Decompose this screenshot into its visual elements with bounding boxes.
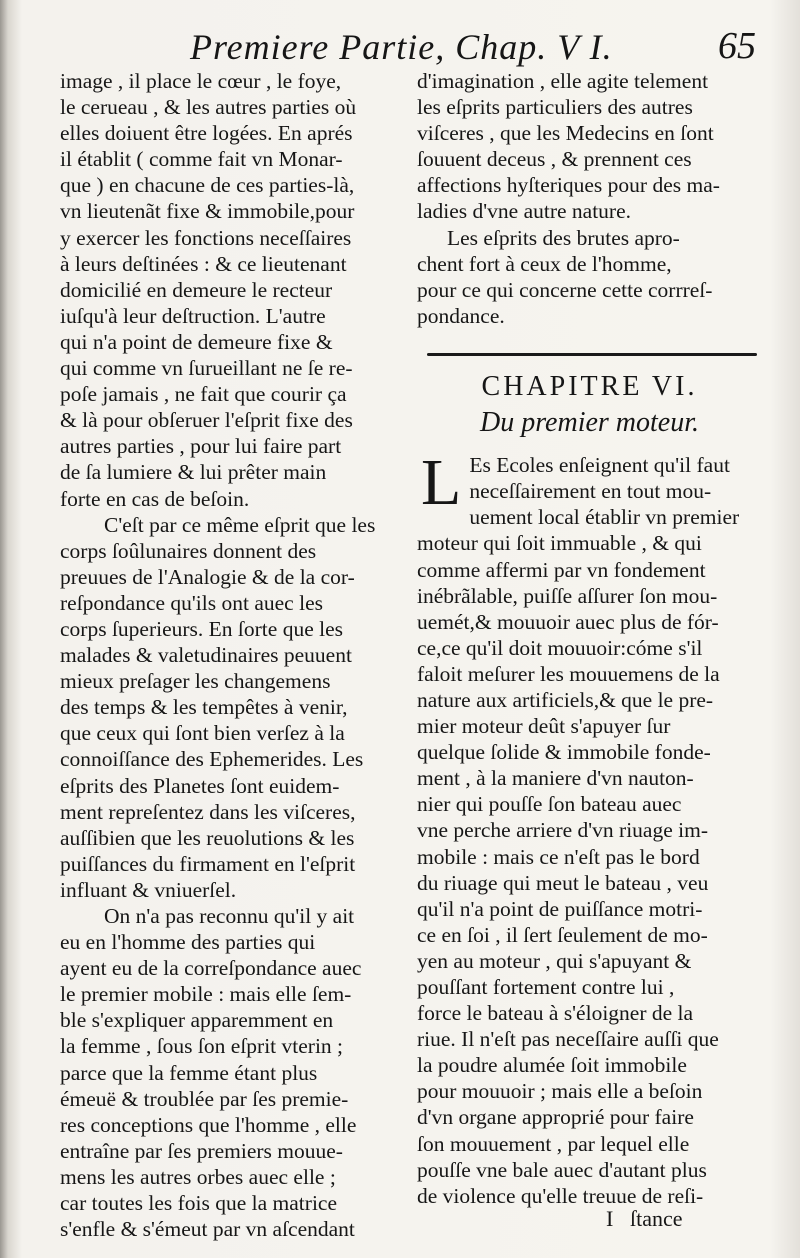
text-line: riue. Il n'eſt pas neceſſaire auſſi que <box>417 1027 719 1052</box>
text-line: preuues de l'Analogie & de la cor- <box>60 564 355 589</box>
text-line: nature aux artificiels,& que le pre- <box>417 687 714 712</box>
running-title: Premiere Partie, Chap. V I. <box>190 27 613 67</box>
text-line: la femme , ſous ſon eſprit vterin ; <box>60 1034 344 1059</box>
signature-mark: I <box>606 1206 614 1231</box>
text-line: s'enfle & s'émeut par vn aſcendant <box>60 1217 355 1242</box>
left-paragraph-1 <box>60 68 405 512</box>
chapter-divider-rule <box>427 353 757 356</box>
text-line: du riuage qui meut le bateau , veu <box>417 870 709 895</box>
text-line: moteur qui ſoit immuable , & qui <box>417 531 702 556</box>
text-line: pouſſe vne bale auec d'autant plus <box>417 1157 707 1182</box>
text-line: & là pour obſeruer l'eſprit fixe des <box>60 408 353 433</box>
text-line: connoiſſance des Ephemerides. Les <box>60 747 364 772</box>
text-line: res conceptions que l'homme , elle <box>60 1112 357 1137</box>
text-line: uemét,& mouuoir auec plus de fór- <box>417 609 719 634</box>
text-line: d'imagination , elle agite telement <box>417 69 709 93</box>
text-line: neceſſairement en tout mou- <box>469 479 712 504</box>
text-line: uement local établir vn premier <box>469 505 740 530</box>
text-line: y exercer les fonctions neceſſaires <box>60 225 352 250</box>
text-line: autres parties , pour lui faire part <box>60 434 342 459</box>
catchword: ſtance <box>630 1206 683 1231</box>
text-line: parce que la femme étant plus <box>60 1060 318 1085</box>
text-line: chent fort à ceux de l'homme, <box>417 251 672 276</box>
text-line: poſe jamais , ne fait que courir ça <box>60 382 347 407</box>
text-line: faloit meſurer les mouuemens de la <box>417 661 720 686</box>
text-line: vn lieutenãt fixe & immobile,pour <box>60 199 355 224</box>
text-line: des temps & les tempêtes à venir, <box>60 695 348 720</box>
text-line: yen au moteur , qui s'apuyant & <box>417 948 692 973</box>
text-line: domicilié en demeure le recteur <box>60 277 333 302</box>
text-line: mens les autres orbes auec elle ; <box>60 1164 336 1189</box>
text-line: auſſibien que les reuolutions & les <box>60 825 355 850</box>
text-line: mobile : mais ce n'eſt pas le bord <box>417 844 700 869</box>
text-line: image , il place le cœur , le foye, <box>60 69 342 93</box>
text-line: pour mouuoir ; mais elle a beſoin <box>417 1079 703 1104</box>
text-line: entraîne par ſes premiers mouue- <box>60 1138 343 1163</box>
text-line: affections hyſteriques pour des ma- <box>417 173 720 198</box>
left-column <box>60 68 405 1242</box>
text-line: forte en cas de beſoin. <box>60 486 250 511</box>
text-line: On n'a pas reconnu qu'il y ait <box>104 904 355 928</box>
text-line: mieux preſager les changemens <box>60 669 331 694</box>
text-line: il établit ( comme fait vn Monar- <box>60 147 343 172</box>
text-line: ladies d'vne autre nature. <box>417 199 632 224</box>
text-line: ce en ſoi , il ſert ſeulement de mo- <box>417 922 708 947</box>
right-paragraph-1 <box>417 68 762 225</box>
text-line: reſpondance qu'ils ont auec les <box>60 590 323 615</box>
text-line: émeuë & troublée par ſes premie- <box>60 1086 349 1111</box>
text-line: puiſſances du firmament en l'eſprit <box>60 851 356 876</box>
text-line: pour ce qui concerne cette corrreſ- <box>417 277 713 302</box>
left-paragraph-2 <box>60 512 405 903</box>
text-line: ment , à la maniere d'vn nauton- <box>417 766 694 791</box>
text-line: malades & valetudinaires peuuent <box>60 643 352 668</box>
drop-cap-letter: L <box>421 446 462 520</box>
text-line: influant & vniuerſel. <box>60 877 237 902</box>
text-line: corps ſoûlunaires donnent des <box>60 538 317 563</box>
text-line: car toutes les fois que la matrice <box>60 1191 338 1216</box>
text-line: C'eſt par ce même eſprit que les <box>104 512 376 537</box>
text-line: qui n'a point de demeure fixe & <box>60 329 333 354</box>
text-line: ment repreſentez dans les viſceres, <box>60 799 356 824</box>
text-line: Es Ecoles enſeignent qu'il faut <box>469 453 730 478</box>
text-line: pondance. <box>417 303 505 328</box>
text-line: quelque ſolide & immobile fonde- <box>417 740 711 765</box>
text-line: le premier mobile : mais elle ſem- <box>60 982 352 1007</box>
text-line: eſprits des Planetes ſont euidem- <box>60 773 340 798</box>
text-line: de violence qu'elle treuue de reſi- <box>417 1183 704 1208</box>
text-line: inébrãlable, puiſſe aſſurer ſon mou- <box>417 583 718 608</box>
text-line: ce,ce qu'il doit mouuoir:cóme s'il <box>417 635 703 660</box>
text-line: que ceux qui ſont bien verſez à la <box>60 721 345 746</box>
text-line: nier qui pouſſe ſon bateau auec <box>417 792 682 817</box>
text-line: pouſſant fortement contre lui , <box>417 975 675 999</box>
right-paragraph-3 <box>417 446 762 1209</box>
text-line: iuſqu'à leur deſtruction. L'autre <box>60 303 326 328</box>
text-line: viſceres , que les Medecins en ſont <box>417 121 714 146</box>
text-line: ſon mouuement , par lequel elle <box>417 1131 690 1156</box>
text-line: Les eſprits des brutes apro- <box>447 225 680 250</box>
right-paragraph-2 <box>417 225 762 329</box>
text-line: vne perche arriere d'vn riuage im- <box>417 818 708 843</box>
text-line: eu en l'homme des parties qui <box>60 930 316 955</box>
chapter-title: CHAPITRE VI. <box>481 370 698 402</box>
chapter-opening <box>417 446 762 1209</box>
text-line: la poudre alumée ſoit immobile <box>417 1053 687 1078</box>
text-line: comme affermi par vn fondement <box>417 557 706 582</box>
text-line: ſouuent deceus , & prennent ces <box>417 147 692 172</box>
text-line: corps ſuperieurs. En ſorte que les <box>60 616 343 641</box>
page-number: 65 <box>718 25 756 67</box>
text-line: les eſprits particuliers des autres <box>417 95 693 120</box>
text-line: qui comme vn ſurueillant ne ſe re- <box>60 356 353 381</box>
text-line: force le bateau à s'éloigner de la <box>417 1001 694 1026</box>
text-line: ayent eu de la correſpondance auec <box>60 956 362 981</box>
text-line: mier moteur deût s'apuyer ſur <box>417 714 671 739</box>
text-line: à leurs deſtinées : & ce lieutenant <box>60 251 347 276</box>
text-line: d'vn organe approprié pour faire <box>417 1105 694 1130</box>
text-line: ble s'expliquer apparemment en <box>60 1008 334 1033</box>
text-line: qu'il n'a point de puiſſance motri- <box>417 896 703 921</box>
chapter-subtitle: Du premier moteur. <box>479 407 700 439</box>
text-line: que ) en chacune de ces parties-là, <box>60 173 355 198</box>
left-paragraph-3 <box>60 903 405 1242</box>
text-line: de ſa lumiere & lui prêter main <box>60 460 327 485</box>
text-line: elles doiuent être logées. En aprés <box>60 121 353 146</box>
right-column <box>417 68 762 1209</box>
text-line: le cerueau , & les autres parties où <box>60 95 357 120</box>
